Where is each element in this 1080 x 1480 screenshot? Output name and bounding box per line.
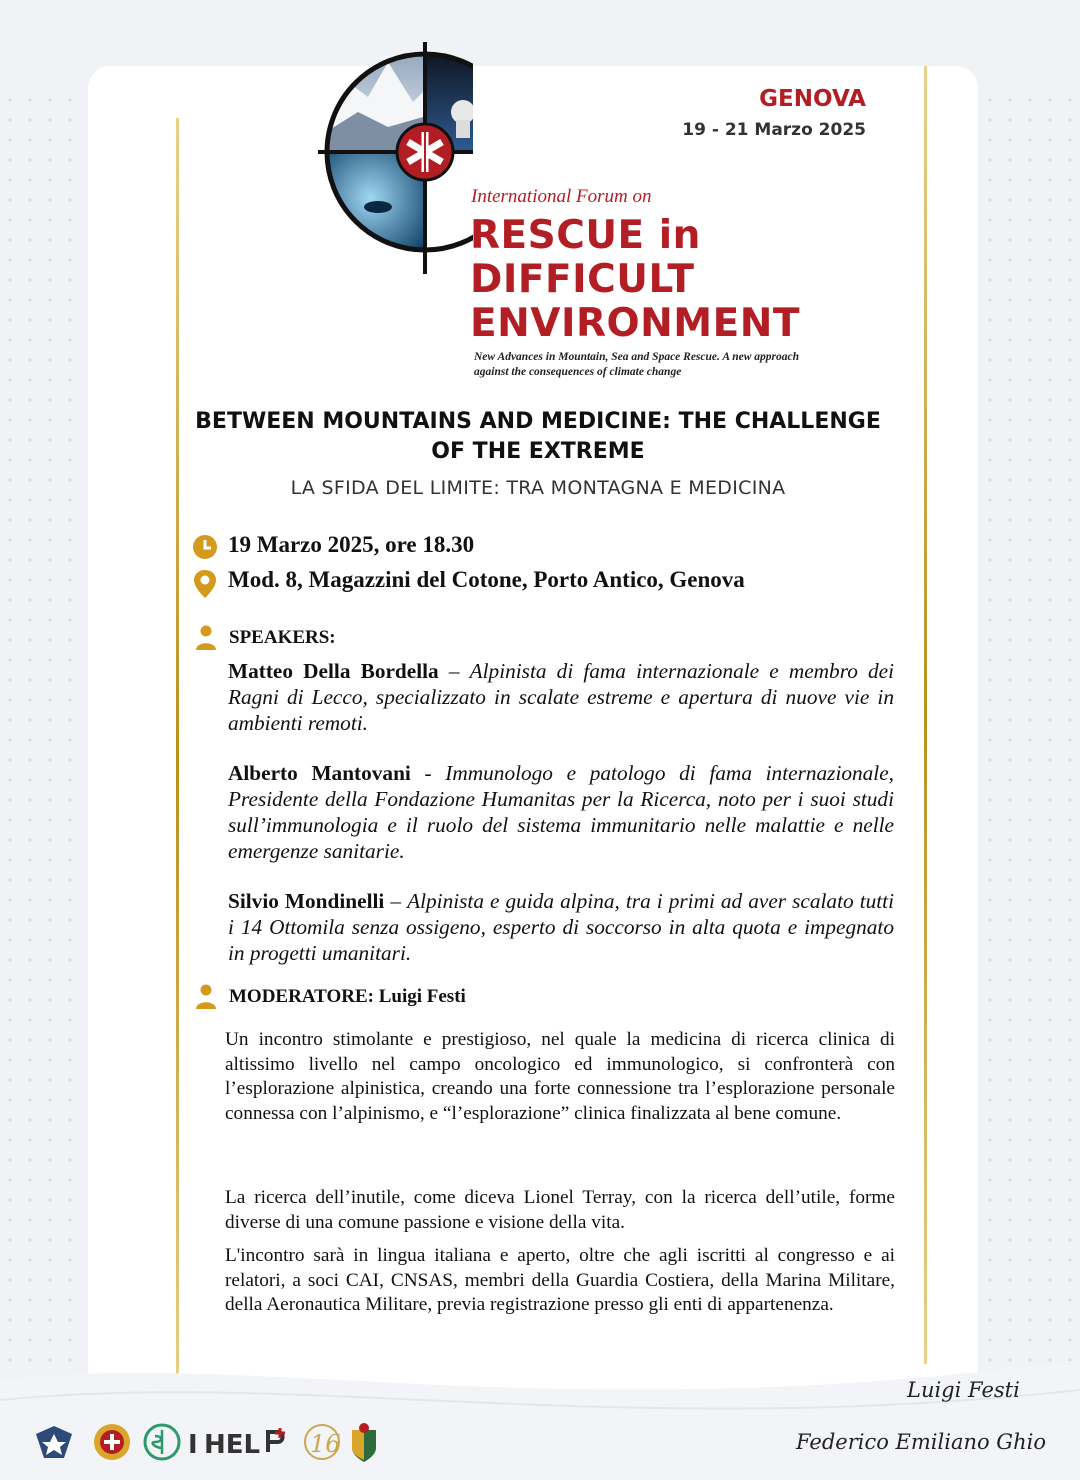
- gold-border-right: [924, 66, 927, 1364]
- event-dates: 19 - 21 Marzo 2025: [682, 120, 866, 140]
- event-title: BETWEEN MOUNTAINS AND MEDICINE: THE CHALLENGE OF THE EXTREME: [195, 409, 881, 464]
- location-pin-icon: [192, 569, 218, 599]
- event-datetime: 19 Marzo 2025, ore 18.30: [228, 532, 475, 557]
- speaker-separator: –: [438, 659, 470, 683]
- speaker-description: Alpinista di fama internazionale e membro dei Ragni di Lecco, specializzato in scalate estreme e apertura di nuove vie in ambienti remoti.: [228, 659, 894, 735]
- speaker-description: Immunologo e patologo di fama internazionale, Presidente della Fondazione Humanitas per la Ricerca, noto per i suoi studi sull’immunologia e il ruolo del sistema immunitario nelle malattie e nelle emergenze sanitarie.: [228, 761, 894, 863]
- help-logo-text: HEL: [204, 1430, 261, 1460]
- signature-luigi-festi: Luigi Festi: [907, 1378, 1020, 1402]
- medical-rescue-logo-icon: [145, 1425, 179, 1459]
- person-icon: [195, 625, 217, 651]
- event-city: GENOVA: [759, 86, 866, 112]
- speakers-label: SPEAKERS:: [229, 627, 336, 648]
- speaker-description: Alpinista e guida alpina, tra i primi ad aver scalato tutti i 14 Ottomila senza ossigeno, esperto di soccorso in alta quota e impegnato in progetti umanitari.: [228, 889, 895, 965]
- cai-logo-icon: [36, 1426, 72, 1458]
- event-location: Mod. 8, Magazzini del Cotone, Porto Antico, Genova: [228, 567, 745, 592]
- background-dots-right: [980, 90, 1080, 1370]
- forum-emblem-logo: [318, 42, 473, 274]
- background-dots-left: [0, 90, 90, 1370]
- description-paragraph: La ricerca dell’inutile, come diceva Lionel Terray, con la ricerca dell’utile, forme diverse di una comune passione e visione della vita.: [225, 1187, 895, 1233]
- cnsas-logo-icon: [94, 1424, 130, 1460]
- description-paragraph: L'incontro sarà in lingua italiana e aperto, oltre che agli iscritti al congresso e ai relatori, a soci CAI, CNSAS, membri della Guardia Costiera, della Marina Militare, della Aeronautica Militare, previa registrazione presso gli enti di appartenenza.: [225, 1245, 895, 1315]
- moderator-label: MODERATORE: Luigi Festi: [229, 986, 466, 1007]
- forum-title-line: ENVIRONMENT: [470, 301, 800, 346]
- forum-subtitle: New Advances in Mountain, Sea and Space Rescue. A new approach against the consequences of climate change: [474, 351, 800, 378]
- anniversary-16-logo-icon: [305, 1425, 341, 1459]
- help-logo-text: I: [188, 1430, 198, 1460]
- speaker-name: Alberto Mantovani: [228, 761, 411, 785]
- clock-icon: [192, 534, 218, 560]
- description-paragraph: Un incontro stimolante e prestigioso, nel quale la medicina di ricerca clinica di altissimo livello nel campo oncologico ed immunologico, si confronterà con l’esplorazione alpinistica, creando una forte connessione tra l’esplorazione personale connessa con l’alpinismo, e “l’esplorazione” clinica finalizzata al bene comune.: [225, 1029, 895, 1124]
- partner-logos: [34, 1420, 384, 1464]
- gold-border-left: [176, 118, 179, 1408]
- forum-intro: International Forum on: [471, 186, 652, 207]
- forum-title-line: RESCUE in: [470, 213, 701, 258]
- event-subtitle: LA SFIDA DEL LIMITE: TRA MONTAGNA E MEDICINA: [290, 477, 786, 499]
- person-icon: [195, 984, 217, 1010]
- speaker-entry: [228, 658, 894, 736]
- speaker-entry: [228, 888, 894, 966]
- speaker-separator: –: [384, 889, 408, 913]
- signature-federico-ghio: Federico Emiliano Ghio: [796, 1430, 1046, 1454]
- forum-title: [470, 214, 810, 346]
- svg-text:16: 16: [310, 1430, 341, 1458]
- speaker-separator: -: [410, 761, 446, 785]
- speaker-name: Silvio Mondinelli: [228, 889, 385, 913]
- forum-title-line: DIFFICULT: [470, 257, 695, 302]
- military-crest-logo-icon: [352, 1423, 376, 1462]
- speaker-entry: [228, 760, 894, 864]
- speaker-name: Matteo Della Bordella: [228, 659, 439, 683]
